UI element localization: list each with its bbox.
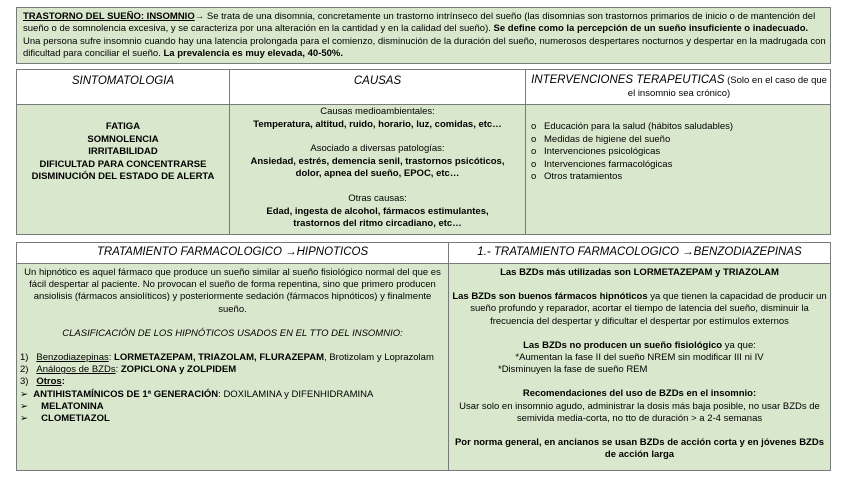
intervention-item: o Otros tratamientos (531, 171, 623, 183)
definition-body-2: Una persona sufre insomnio cuando hay una latencia prolongada para el comienzo, disminución de la duración del sueño, numerosos despertares nocturnos y despertar en la madrugada con dificultad para conciliar el sueño. (23, 35, 826, 60)
benzodiazepinas-body (452, 267, 827, 461)
cause-detail: Ansiedad, estrés, demencia senil, trastornos psicóticos, dolor, apnea del sueño, EPOC, etc… (250, 155, 505, 180)
header-causas: CAUSAS (353, 75, 402, 87)
definition-term: TRASTORNO DEL SUEÑO: INSOMNIO (23, 11, 195, 22)
arrowhead-bullet-icon: ➢ (20, 388, 28, 400)
bullet-icon: o (531, 121, 537, 132)
header-sintomatologia: SINTOMATOLOGÍA (71, 75, 175, 87)
cause-detail: Temperatura, altitud, ruido, horario, luz, comidas, etc… (253, 118, 502, 130)
definition-box (16, 7, 831, 64)
symptom-item: SOMNOLENCIA (87, 133, 159, 145)
header-intervenciones-note: (Solo en el caso de que el insomnio sea crónico) (627, 75, 827, 99)
intervention-item: o Medidas de higiene del sueño (531, 133, 671, 145)
symptom-item: IRRITABILIDAD (88, 146, 158, 158)
arrow-icon: → (194, 11, 205, 22)
cause-detail: Edad, ingesta de alcohol, fármacos estimulantes, trastornos del ritmo circadiano, etc… (266, 205, 489, 230)
definition-highlight: Se define como la percepción de un sueño insuficiente o inadecuado. (493, 23, 809, 35)
bzd-not-physiological: Las BZDs no producen un sueño fisiológico ya que: (523, 339, 756, 351)
table2-divider (448, 242, 449, 471)
cause-title: Asociado a diversas patologías: (310, 143, 445, 155)
classification-item: 1) Benzodiazepinas: LORMETAZEPAM, TRIAZOLAM, FLURAZEPAM, Brotizolam y Loprazolam (20, 352, 434, 364)
bzd-general-rule: Por norma general, en ancianos se usan BZDs de acción corta y en jóvenes BZDs de acción larga (454, 437, 825, 461)
classification-title: CLASIFICACIÓN DE LOS HIPNÓTICOS USADOS EN EL TTO DEL INSOMNIO: (62, 327, 403, 339)
symptoms-list (17, 121, 229, 184)
interventions-list (531, 121, 827, 184)
classification-item: 2) Análogos de BZDs: ZOPICLONA y ZOLPIDEM (20, 364, 237, 376)
symptom-item: DISMINUCIÓN DEL ESTADO DE ALERTA (31, 171, 215, 183)
header-intervenciones-title: INTERVENCIONES TERAPÉUTICAS (531, 74, 725, 86)
header-benzodiazepinas: 1.- TRATAMIENTO FARMACOLÓGICO →BENZODIAZEPINAS (477, 246, 802, 258)
header-intervenciones (530, 74, 828, 100)
bullet-icon: o (531, 158, 537, 170)
symptom-item: FATIGA (105, 121, 141, 132)
bullet-icon: o (531, 171, 537, 183)
symptom-item: DIFICULTAD PARA CONCENTRARSE (39, 158, 207, 170)
table1-divider-1 (229, 69, 230, 235)
table1-divider-2 (525, 69, 526, 235)
arrowhead-bullet-icon: ➢ (20, 413, 28, 425)
hipnoticos-body (20, 267, 445, 425)
bzd-effect: *Aumentan la fase II del sueño NREM sin modificar III ni IV (515, 352, 764, 364)
bullet-icon: o (531, 133, 537, 145)
others-item: ➢ ANTIHISTAMÍNICOS DE 1ª GENERACIÓN: DOXILAMINA y DIFENHIDRAMINA (20, 388, 374, 400)
bzd-recommend-title: Recomendaciones del uso de BZDs en el insomnio: (522, 388, 757, 400)
bzd-good-hypnotics: Las BZDs son buenos fármacos hipnóticos ya que tienen la capacidad de producir un sueño profundo y reparador, acortar el tiempo de latencia del sueño, disminuir la frecuencia del despertar y dificultar el despertar por estímulos externos (452, 291, 827, 327)
cause-title: Otras causas: (348, 192, 407, 204)
arrowhead-bullet-icon: ➢ (20, 400, 28, 412)
intervention-item: o Intervenciones psicológicas (531, 146, 661, 158)
others-item: ➢ CLOMETIAZOL (20, 413, 110, 425)
intervention-item: o Intervenciones farmacológicas (531, 158, 673, 170)
bzd-recommend-text: Usar solo en insomnio agudo, administrar la dosis más baja posible, no usar BZDs de semivida media-corta, no tto de duración > a 2-4 semanas (459, 400, 820, 424)
causes-list (232, 106, 523, 231)
others-item: ➢ MELATONINA (20, 400, 104, 412)
definition-text (23, 11, 826, 61)
bullet-icon: o (531, 146, 537, 158)
classification-item: 3) Otros: (20, 376, 65, 388)
bzd-most-used: Las BZDs más utilizadas son LORMETAZEPAM y TRIAZOLAM (500, 267, 779, 278)
definition-body: Se trata de una disomnia, concretamente un trastorno intrínseco del sueño (las disomnias son trastornos primarios de inicio o de mantención del sueño o de somnolencia excesiva, y se caracteriza por una alteración en la cantidad y en la calidad del sueño). (23, 11, 816, 35)
cause-title: Causas medioambientales: (320, 106, 435, 117)
intervention-item: o Educación para la salud (hábitos saludables) (531, 121, 734, 132)
header-hipnoticos: TRATAMIENTO FARMACOLÓGICO →HIPNÓTICOS (96, 246, 369, 258)
hipnotico-definition: Un hipnótico es aquel fármaco que produce un sueño similar al sueño fisiológico normal del que es fácil despertar al paciente. No provocan el sueño de forma repentina, sino que primero producen ansiolisis (fármacos ansiolíticos) y posteriormente sedación (fármacos hipnóticos) y finalmente sueño. (24, 267, 441, 315)
definition-prevalence: La prevalencia es muy elevada, 40-50%. (163, 48, 344, 60)
bzd-effect: *Disminuyen la fase de sueño REM (498, 364, 648, 376)
